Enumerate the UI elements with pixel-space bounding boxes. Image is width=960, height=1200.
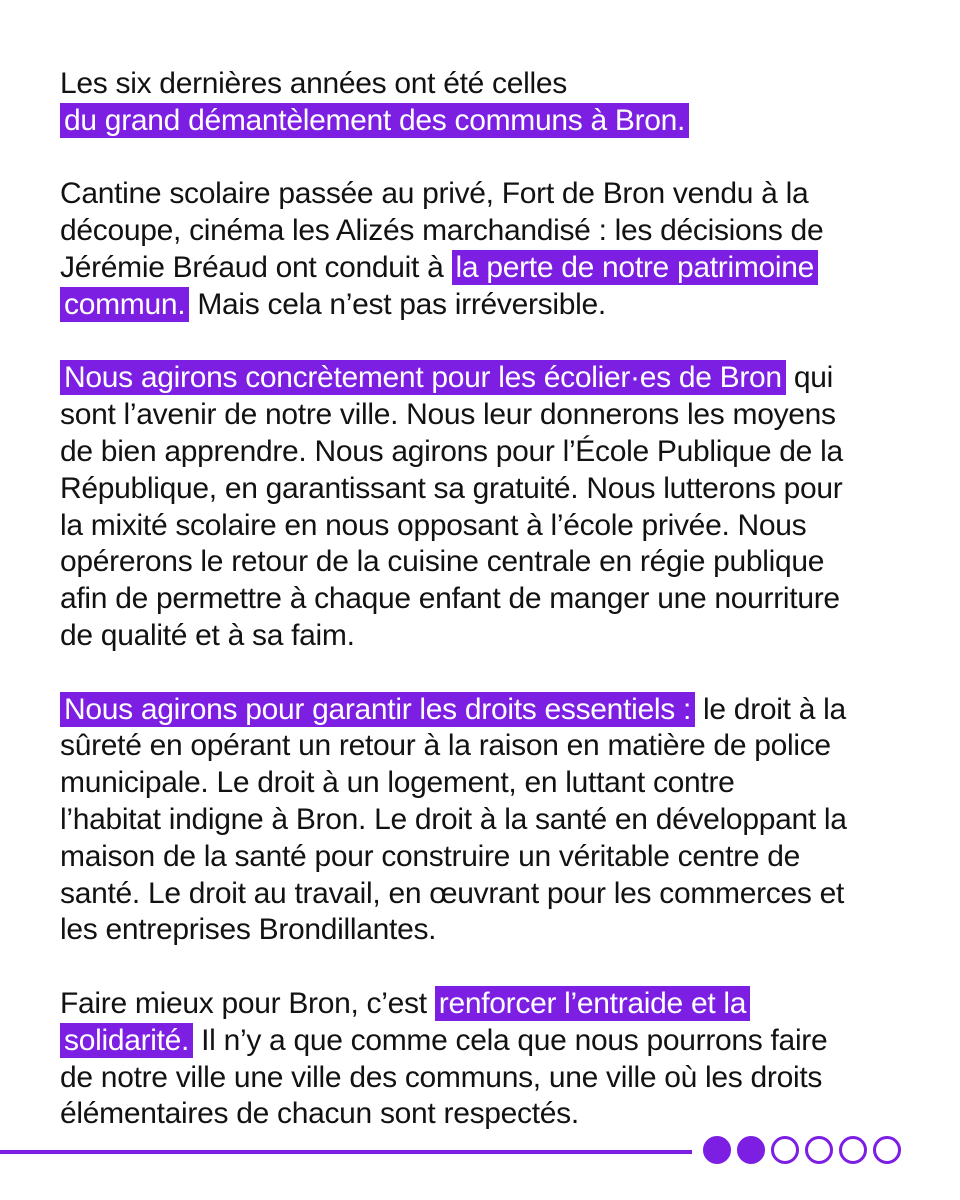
paragraph (60, 692, 920, 950)
highlighted-text: Nous agirons concrètement pour les écolier·es de Bron (60, 360, 786, 395)
body-text: sont l’avenir de notre ville. Nous leur donnerons les moyens (60, 398, 836, 432)
text-line (60, 618, 920, 655)
body-text: l’habitat indigne à Bron. Le droit à la santé en développant la (60, 802, 847, 836)
highlighted-text: commun. (60, 287, 189, 322)
text-line (60, 397, 920, 434)
page-dot-filled (737, 1136, 765, 1164)
body-text: opérerons le retour de la cuisine centrale en régie publique (60, 545, 825, 579)
highlighted-text: la perte de notre patrimoine (452, 250, 819, 285)
page-dot-empty (839, 1136, 867, 1164)
body-text: afin de permettre à chaque enfant de manger une nourriture (60, 582, 840, 616)
text-line (60, 581, 920, 618)
text-line (60, 66, 920, 103)
highlighted-text: du grand démantèlement des communs à Bron. (60, 103, 689, 138)
page-dot-empty (805, 1136, 833, 1164)
body-text: qui (785, 361, 833, 395)
text-line (60, 544, 920, 581)
body-text: de notre ville une ville des communs, une ville où les droits (60, 1060, 823, 1094)
highlighted-text: renforcer l’entraide et la (435, 986, 750, 1021)
text-line (60, 986, 920, 1023)
text-line (60, 692, 920, 729)
highlighted-text: Nous agirons pour garantir les droits essentiels : (60, 692, 695, 727)
body-text: élémentaires de chacun sont respectés. (60, 1097, 579, 1131)
text-body (60, 66, 920, 1170)
paragraph (60, 360, 920, 654)
text-line (60, 1096, 920, 1133)
body-text: Les six dernières années ont été celles (60, 67, 567, 100)
body-text: municipale. Le droit à un logement, en luttant contre (60, 766, 735, 800)
page-dot-empty (771, 1136, 799, 1164)
body-text: Faire mieux pour Bron, c’est (60, 986, 435, 1020)
text-line (60, 176, 920, 213)
body-text: Cantine scolaire passée au privé, Fort de Bron vendu à la (60, 177, 809, 211)
text-line (60, 802, 920, 839)
text-line (60, 213, 920, 250)
body-text: sûreté en opérant un retour à la raison en matière de police (60, 729, 831, 763)
text-line (60, 434, 920, 471)
body-text: le droit à la (694, 692, 846, 726)
text-line (60, 728, 920, 765)
text-line (60, 912, 920, 949)
body-text: découpe, cinéma les Alizés marchandisé : les décisions de (60, 214, 824, 248)
body-text: santé. Le droit au travail, en œuvrant pour les commerces et (60, 876, 845, 910)
text-line (60, 1023, 920, 1060)
bottom-rule (0, 1150, 692, 1154)
page-dot-filled (703, 1136, 731, 1164)
body-text: les entreprises Brondillantes. (60, 913, 437, 947)
text-line (60, 250, 920, 287)
text-line (60, 1060, 920, 1097)
text-line (60, 103, 920, 140)
pagination-dots (703, 1136, 901, 1164)
text-line (60, 471, 920, 508)
text-line (60, 360, 920, 397)
body-text: Jérémie Bréaud ont conduit à (60, 250, 452, 284)
body-text: République, en garantissant sa gratuité. Nous lutterons pour (60, 471, 843, 505)
text-line (60, 508, 920, 545)
paragraph (60, 176, 920, 323)
body-text: la mixité scolaire en nous opposant à l’école privée. Nous (60, 508, 807, 542)
paragraph (60, 986, 920, 1133)
body-text: maison de la santé pour construire un véritable centre de (60, 839, 801, 873)
body-text: Mais cela n’est pas irréversible. (189, 287, 606, 321)
body-text: Il n’y a que comme cela que nous pourrons faire (193, 1023, 828, 1057)
text-line (60, 287, 920, 324)
text-line (60, 839, 920, 876)
text-line (60, 765, 920, 802)
body-text: de bien apprendre. Nous agirons pour l’École Publique de la (60, 434, 843, 468)
paragraph (60, 66, 920, 140)
highlighted-text: solidarité. (60, 1023, 193, 1058)
text-line (60, 876, 920, 913)
body-text: de qualité et à sa faim. (60, 618, 355, 652)
page-dot-empty (873, 1136, 901, 1164)
